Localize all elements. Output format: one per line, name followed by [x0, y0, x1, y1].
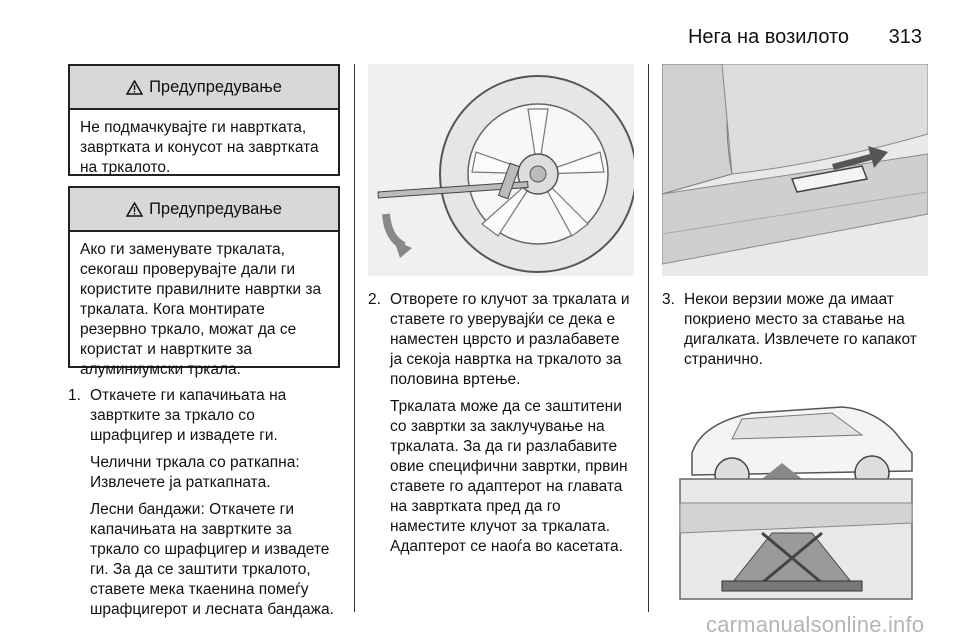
step-paragraph: Тркалата може да се заштитени со завртки за заклучување на тркалата. За да ги разлабавите овие специфични завртки, првин ставете го адаптерот на главата на завртката пред да го наместите клучот за тркалата. Адаптерот се наоѓа во касетата. [390, 398, 628, 555]
instruction-step [68, 386, 340, 627]
instruction-step [368, 290, 634, 564]
page-header [0, 26, 922, 49]
step-number: 1. [68, 387, 81, 404]
column-left [68, 64, 340, 627]
step-paragraph: Отворете го клучот за тркалата и ставете го уверувајќи се дека е наместен цврсто и разлабавете ја секоја навртка на тркалото за половина вртење. [390, 291, 630, 388]
column-right [662, 64, 928, 605]
step-paragraph: Челични тркала со раткапна: Извлечете ја раткапната. [90, 454, 300, 491]
step-number: 2. [368, 291, 381, 308]
warning-heading: Предупредување [149, 199, 282, 218]
warning-header [70, 66, 338, 110]
warning-triangle-icon [126, 80, 143, 95]
step-paragraph: Откачете ги капачињата на завртките за тркало со шрафцигер и извадете ги. [90, 387, 287, 444]
instruction-step [662, 290, 928, 377]
column-divider [354, 64, 355, 612]
step-paragraph: Некои верзии може да имаат покриено место за ставање на дигалката. Извлечете го капакот странично. [684, 291, 917, 368]
warning-box [68, 64, 340, 176]
step-number: 3. [662, 291, 675, 308]
warning-triangle-icon [126, 202, 143, 217]
car-jack-illustration [662, 383, 928, 605]
warning-heading: Предупредување [149, 77, 282, 96]
page-number: 313 [888, 26, 922, 48]
column-divider [648, 64, 649, 612]
wheel-wrench-illustration [368, 64, 634, 276]
page-title: Нега на возилото [687, 26, 850, 48]
step-paragraph: Лесни бандажи: Откачете ги капачињата на завртките за тркало со шрафцигер и извадете ги. За да се заштити тркалото, ставете мека ткаенина помеѓу шрафцигерот и лесната бандажа. [90, 501, 334, 618]
column-middle [368, 64, 634, 564]
jack-cover-illustration [662, 64, 928, 276]
warning-header [70, 188, 338, 232]
watermark: carmanualsonline.info [706, 612, 925, 637]
warning-box [68, 186, 340, 378]
warning-text: Не подмачкувајте ги навртката, завртката и конусот на завртката на тркалото. [80, 119, 319, 176]
warning-text: Ако ги заменувате тркалата, секогаш проверувајте дали ги користите правилните навртки за тркалата. Кога монтирате резервно тркало, можат да се користат и навртките за алуминиумски тркала. [80, 241, 322, 378]
